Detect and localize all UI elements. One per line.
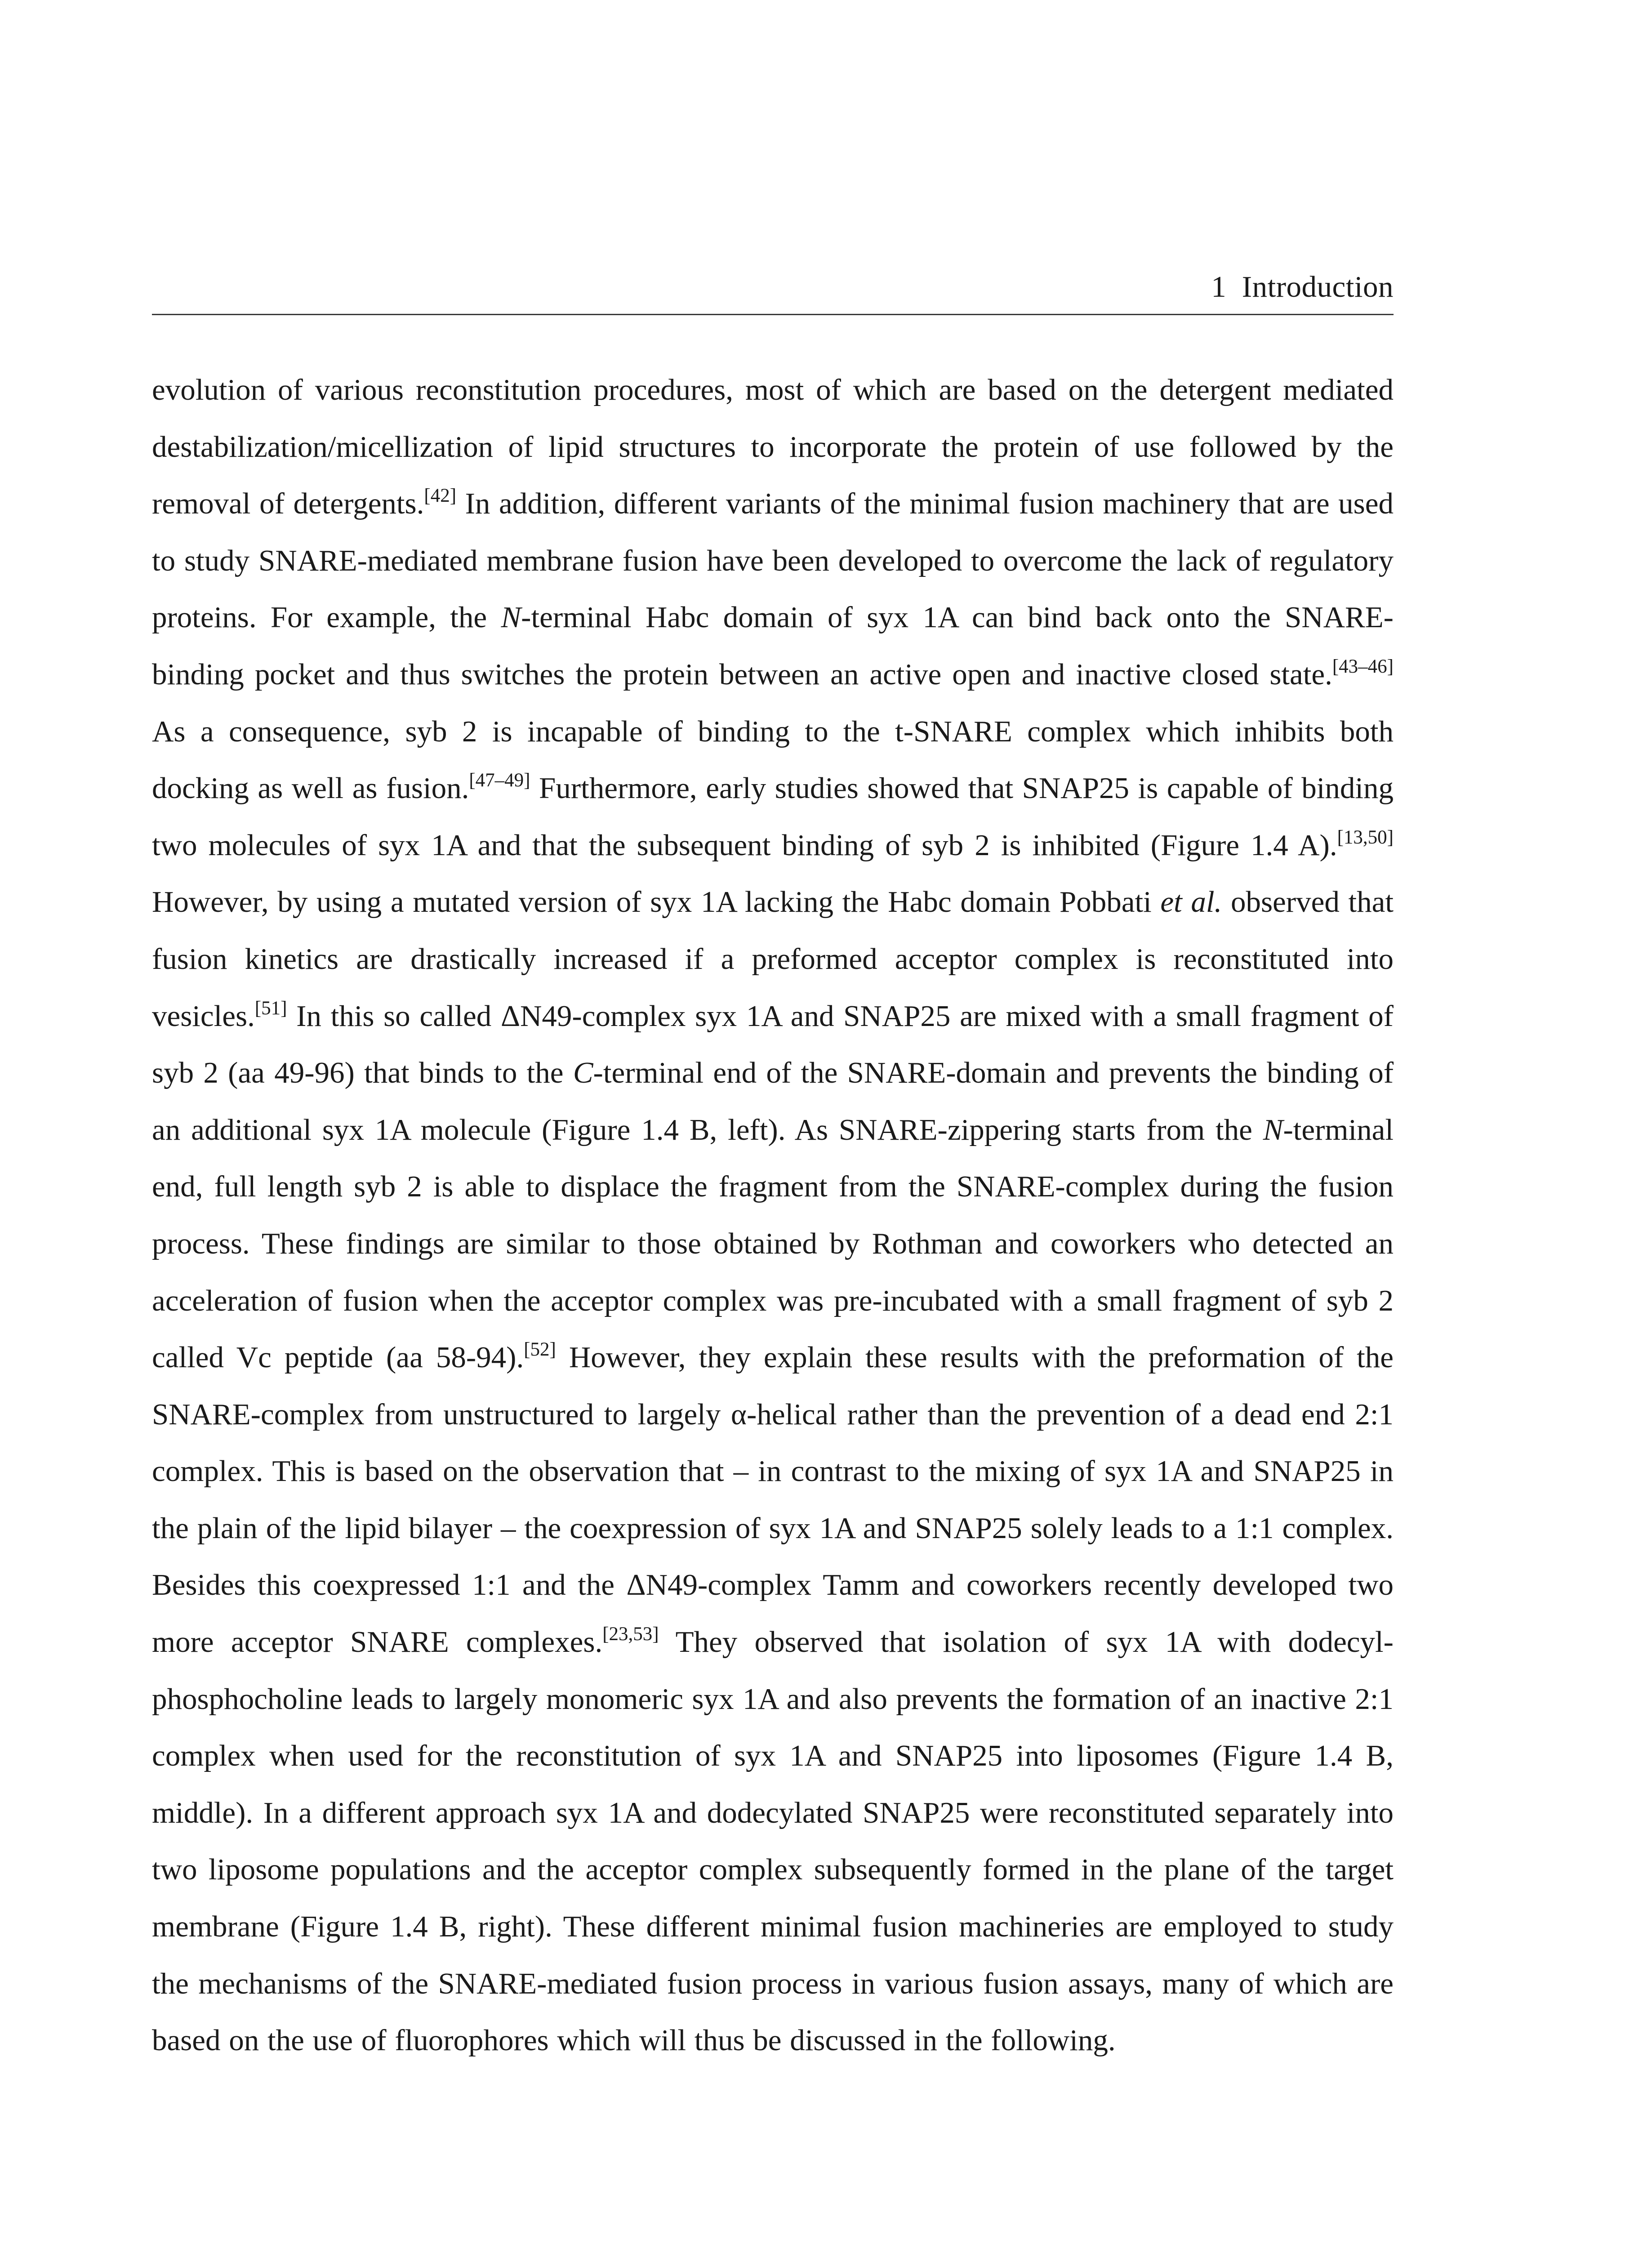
header-gap: [1226, 270, 1242, 303]
citation: [43–46]: [1332, 656, 1394, 677]
running-header: [152, 269, 1394, 305]
header-rule: [152, 314, 1394, 315]
text-run: However, by using a mutated version of syx 1A lacking the Habc domain Pobbati: [152, 885, 1161, 919]
citation: [23,53]: [602, 1624, 659, 1645]
italic-term: C: [573, 1056, 593, 1090]
text-run: In this so called ΔN49-complex syx 1A and SNAP25 are mixed with a small fragment of syb 2 (aa 49-96) that binds to the: [152, 999, 1394, 1090]
section-number: 1: [1211, 270, 1227, 303]
text-run: -terminal Habc domain of syx 1A can bind back onto the SNARE-binding pocket and thus switches the protein between an active open and inactive closed state.: [152, 601, 1394, 691]
text-run: observed that fusion kinetics are drastically increased if a preformed acceptor complex is reconstituted into vesicles.: [152, 885, 1394, 1033]
citation: [51]: [254, 997, 287, 1019]
text-run: As a consequence, syb 2 is incapable of binding to the t-SNARE complex which inhibits both docking as well as fusion.: [152, 714, 1394, 805]
text-run: -terminal end of the SNARE-domain and prevents the binding of an additional syx 1A molecule (Figure 1.4 B, left). As SNARE-zippering starts from the: [152, 1056, 1394, 1146]
text-run: However, they explain these results with the preformation of the SNARE-complex from unstructured to largely α-helical rather than the prevention of a dead end 2:1 complex. This is based on the observation that – in contrast to the mixing of syx 1A and SNAP25 in the plain of the lipid bilayer – the coexpression of syx 1A and SNAP25 solely leads to a 1:1 complex. Besides this coexpressed 1:1 and the ΔN49-complex Tamm and coworkers recently developed two more acceptor SNARE complexes.: [152, 1341, 1394, 1659]
italic-term: N: [1263, 1113, 1283, 1146]
citation: [13,50]: [1337, 826, 1394, 848]
text-run: evolution of various reconstitution procedures, most of which are based on the detergent mediated destabilization/micellization of lipid structures to incorporate the protein of use followed by the removal of detergents.: [152, 373, 1394, 521]
citation: [52]: [524, 1339, 556, 1360]
section-title: Introduction: [1242, 270, 1394, 303]
italic-term: et al.: [1160, 885, 1222, 919]
text-run: They observed that isolation of syx 1A with dodecyl-phosphocholine leads to largely monomeric syx 1A and also prevents the formation of an inactive 2:1 complex when used for the reconstitution of syx 1A and SNAP25 into liposomes (Figure 1.4 B, middle). In a different approach syx 1A and dodecylated SNAP25 were reconstituted separately into two liposome populations and the acceptor complex subsequently formed in the plane of the target membrane (Figure 1.4 B, right). These different minimal fusion machineries are employed to study the mechanisms of the SNARE-mediated fusion process in various fusion assays, many of which are based on the use of fluorophores which will thus be discussed in the following.: [152, 1625, 1394, 2057]
text-run: Furthermore, early studies showed that SNAP25 is capable of binding two molecules of syx 1A and that the subsequent binding of syb 2 is inhibited (Figure 1.4 A).: [152, 772, 1394, 862]
text-run: -terminal end, full length syb 2 is able to displace the fragment from the SNARE-complex during the fusion process. These findings are similar to those obtained by Rothman and coworkers who detected an acceleration of fusion when the acceptor complex was pre-incubated with a small fragment of syb 2 called Vc peptide (aa 58-94).: [152, 1113, 1394, 1374]
citation: [47–49]: [469, 770, 530, 791]
italic-term: N: [501, 601, 521, 634]
body-paragraph: [152, 361, 1394, 2069]
citation: [42]: [424, 485, 457, 507]
text-run: In addition, different variants of the minimal fusion machinery that are used to study SNARE-mediated membrane fusion have been developed to overcome the lack of regulatory proteins. For example, the: [152, 487, 1394, 634]
